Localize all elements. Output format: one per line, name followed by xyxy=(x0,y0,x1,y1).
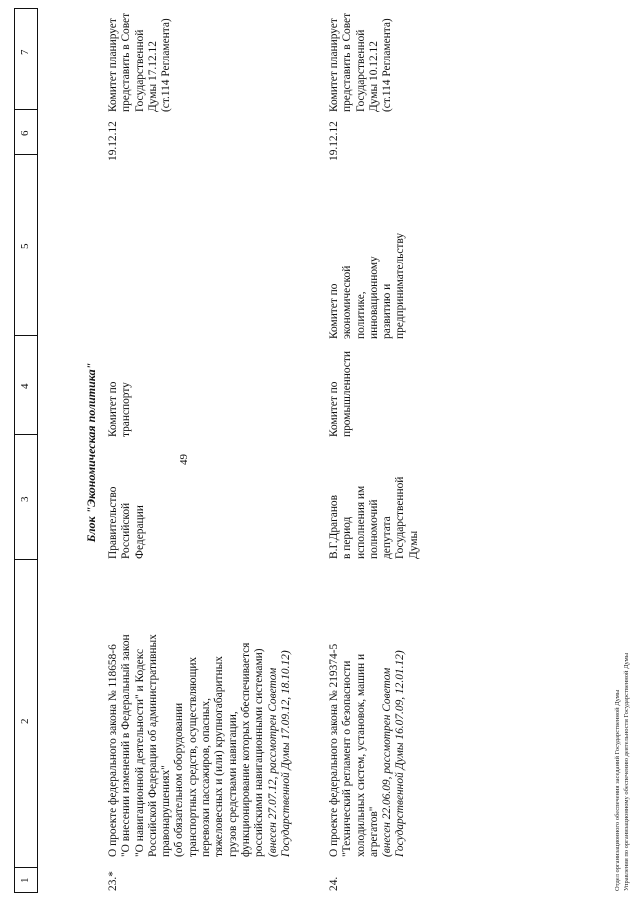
column-number: 2 xyxy=(19,718,31,724)
column-header-row xyxy=(14,8,38,893)
column-number: 6 xyxy=(19,130,31,136)
column-number: 5 xyxy=(19,243,31,249)
co-committee: Комитет по экономической политике, инновационному развитию и предпринимательству xyxy=(328,232,407,339)
column-divider xyxy=(15,109,37,110)
review-date: 19.12.12 xyxy=(328,121,340,161)
bill-title: О проекте федерального закона № 118658-6 "О внесении изменений в Федеральный закон "О навигационной деятельности" и Кодекс Российской Федерации об административных правонарушениях" (об обязательном оборудовании транспортных средств, осуществляющих перевозки пассажиров, опасных, тяжеловесных и (или) крупногабаритных грузов средствами навигации, функционирование которых обеспечивается российскими навигационными системами) (внесен 27.07.12, рассмотрен Советом Государственной Думы 17.09.12, 18.10.12) xyxy=(107,634,292,857)
column-divider xyxy=(15,559,37,560)
row-number: 23.* xyxy=(107,871,119,891)
row-number: 24. xyxy=(328,876,340,891)
review-date: 19.12.12 xyxy=(107,121,119,161)
committee-plan: Комитет планирует представить в Совет Государственной Думы 10.12.12 (ст.114 Регламента) xyxy=(328,12,394,112)
page-number: 49 xyxy=(178,454,190,465)
initiator: В.Г.Драганов в период исполнения им полномочий депутата Государственной Думы xyxy=(328,476,420,559)
column-number: 7 xyxy=(19,49,31,55)
responsible-committee: Комитет по транспорту xyxy=(107,381,133,437)
column-number: 1 xyxy=(19,877,31,883)
column-number: 4 xyxy=(19,383,31,389)
column-number: 3 xyxy=(19,496,31,502)
block-title: Блок "Экономическая политика" xyxy=(84,362,98,543)
initiator: Правительство Российской Федерации xyxy=(107,486,146,559)
column-divider xyxy=(15,335,37,336)
column-divider xyxy=(15,434,37,435)
bill-title: О проекте федерального закона № 219374-5 "Технический регламент о безопасности холодильных систем, установок, машин и агрегатов" (внесен 22.06.09, рассмотрен Советом Государственной Думы 16.07.09, 12.01.12) xyxy=(328,643,407,857)
committee-plan: Комитет планирует представить в Совет Государственной Думы 17.12.12 (ст.114 Регламента) xyxy=(107,12,173,112)
footer-directorate: Управления по организационному обеспечению деятельности Государственной Думы xyxy=(623,652,630,891)
column-divider xyxy=(15,154,37,155)
column-divider xyxy=(15,867,37,868)
responsible-committee: Комитет по промышленности xyxy=(328,351,354,437)
footer-department: Отдел организационного обеспечения заседаний Государственной Думы xyxy=(614,689,621,891)
